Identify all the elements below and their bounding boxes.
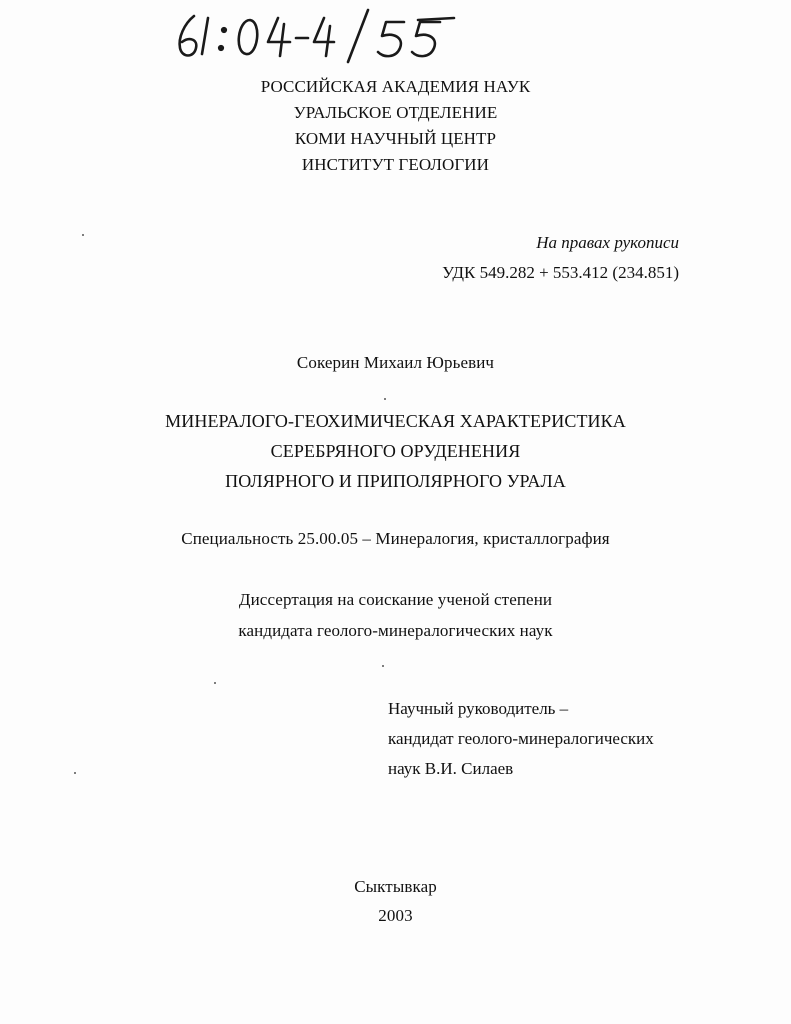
- city: Сыктывкар: [354, 877, 437, 896]
- supervisor-line-2: кандидат геолого-минералогических: [388, 729, 654, 748]
- title-line-1: МИНЕРАЛОГО-ГЕОХИМИЧЕСКАЯ ХАРАКТЕРИСТИКА: [165, 411, 626, 431]
- title-line-3: ПОЛЯРНОГО И ПРИПОЛЯРНОГО УРАЛА: [225, 471, 566, 491]
- institution-line-center: КОМИ НАУЧНЫЙ ЦЕНТР: [294, 129, 497, 148]
- institution-line-institute: ИНСТИТУТ ГЕОЛОГИИ: [301, 155, 490, 174]
- supervisor-line-1: Научный руководитель –: [388, 699, 569, 718]
- degree-line-2: кандидата геолого-минералогических наук: [238, 621, 553, 640]
- supervisor-line-3: наук В.И. Силаев: [388, 759, 514, 778]
- scan-speck: [384, 398, 386, 400]
- institution-line-academy: РОССИЙСКАЯ АКАДЕМИЯ НАУК: [260, 77, 531, 96]
- dissertation-degree: [0, 584, 791, 646]
- year: 2003: [378, 906, 413, 925]
- manuscript-rights: На правах рукописи: [536, 233, 679, 252]
- specialty: Специальность 25.00.05 – Минералогия, кристаллография: [181, 529, 610, 548]
- institution-line-branch: УРАЛЬСКОЕ ОТДЕЛЕНИЕ: [293, 103, 498, 122]
- supervisor-block: [388, 694, 654, 784]
- scan-speck: [214, 682, 216, 684]
- scan-speck: [382, 665, 384, 667]
- author-name: Сокерин Михаил Юрьевич: [296, 353, 495, 372]
- handwritten-archive-number: [172, 8, 472, 64]
- scan-speck: [74, 772, 76, 774]
- institution-block: [0, 74, 791, 178]
- dissertation-title: [0, 406, 791, 496]
- udk-code: УДК 549.282 + 553.412 (234.851): [442, 263, 679, 282]
- scan-speck: [82, 234, 84, 236]
- degree-line-1: Диссертация на соискание ученой степени: [238, 590, 553, 609]
- title-line-2: СЕРЕБРЯНОГО ОРУДЕНЕНИЯ: [270, 441, 521, 461]
